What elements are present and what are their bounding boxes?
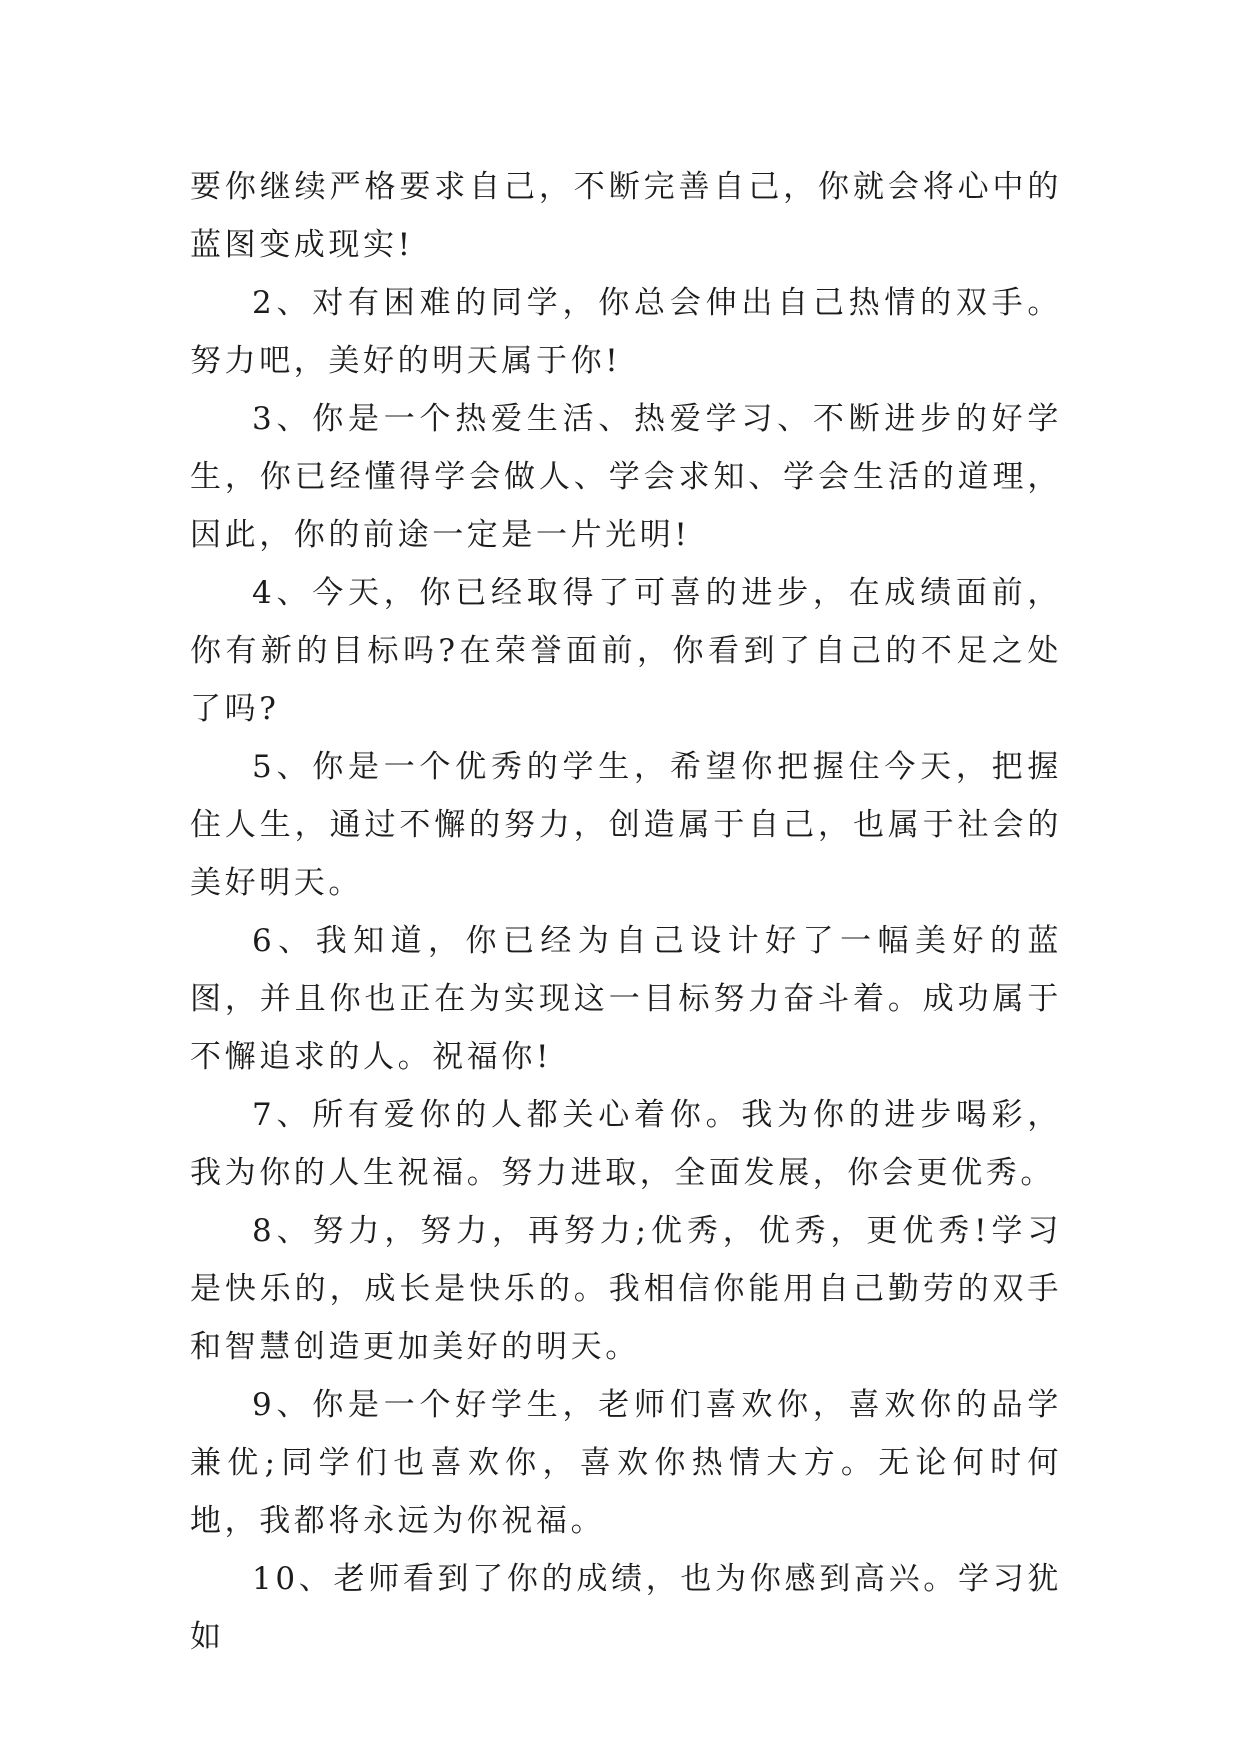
paragraph-item-9: 9、你是一个好学生，老师们喜欢你，喜欢你的品学兼优;同学们也喜欢你，喜欢你热情大方。无论何时何地，我都将永远为你祝福。	[190, 1387, 1062, 1539]
paragraph-item-6: 6、我知道，你已经为自己设计好了一幅美好的蓝图，并且你也正在为实现这一目标努力奋斗着。成功属于不懈追求的人。祝福你!	[190, 923, 1062, 1075]
paragraph-item-5: 5、你是一个优秀的学生，希望你把握住今天，把握住人生，通过不懈的努力，创造属于自己，也属于社会的美好明天。	[190, 749, 1062, 901]
paragraph-item-7: 7、所有爱你的人都关心着你。我为你的进步喝彩，我为你的人生祝福。努力进取，全面发展，你会更优秀。	[190, 1097, 1062, 1191]
paragraph-continuation: 要你继续严格要求自己，不断完善自己，你就会将心中的蓝图变成现实!	[190, 169, 1062, 263]
document-body	[190, 158, 1062, 1666]
paragraph-item-2: 2、对有困难的同学，你总会伸出自己热情的双手。努力吧，美好的明天属于你!	[190, 285, 1062, 379]
paragraph-item-4: 4、今天，你已经取得了可喜的进步，在成绩面前，你有新的目标吗?在荣誉面前，你看到了自己的不足之处了吗?	[190, 575, 1062, 727]
paragraph-item-3: 3、你是一个热爱生活、热爱学习、不断进步的好学生，你已经懂得学会做人、学会求知、学会生活的道理，因此，你的前途一定是一片光明!	[190, 401, 1062, 553]
paragraph-item-8: 8、努力，努力，再努力;优秀，优秀，更优秀!学习是快乐的，成长是快乐的。我相信你能用自己勤劳的双手和智慧创造更加美好的明天。	[190, 1213, 1062, 1365]
paragraph-item-10: 10、老师看到了你的成绩，也为你感到高兴。学习犹如	[190, 1561, 1062, 1655]
